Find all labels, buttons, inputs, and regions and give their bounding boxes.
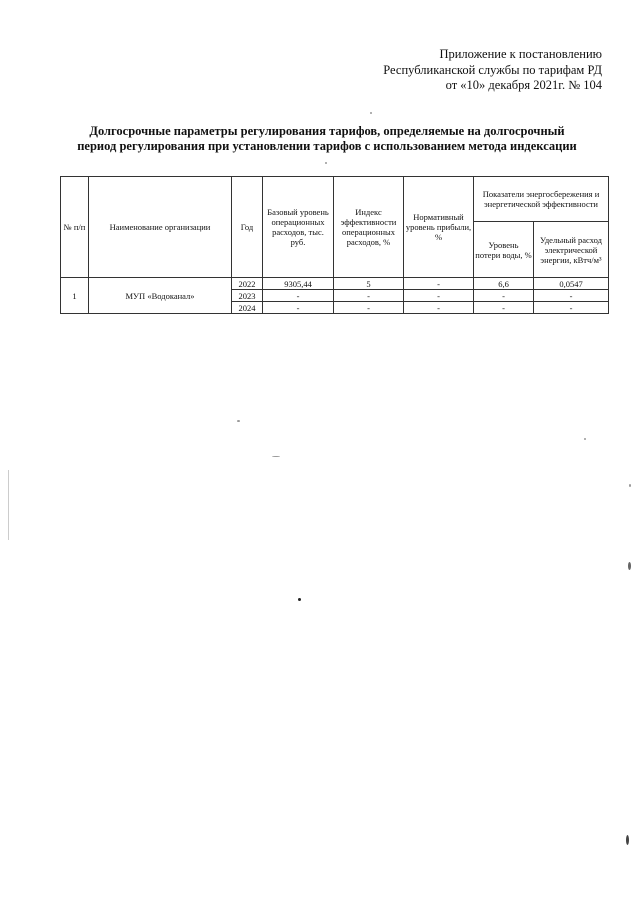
cell-profit-level: - xyxy=(404,290,474,302)
annex-line-1: Приложение к постановлению xyxy=(439,47,602,61)
cell-efficiency-index: - xyxy=(334,290,404,302)
scan-line xyxy=(8,470,9,540)
cell-year: 2023 xyxy=(232,290,263,302)
cell-base-expenses: - xyxy=(263,290,334,302)
annex-line-3: от «10» декабря 2021г. № 104 xyxy=(445,78,602,92)
cell-energy-consumption: - xyxy=(534,302,609,314)
header-water-losses: Уровень потери воды, % xyxy=(474,222,534,278)
scan-speck xyxy=(584,438,586,440)
header-energy-consumption: Удельный расход электрической энергии, кВтч/м³ xyxy=(534,222,609,278)
cell-water-losses: - xyxy=(474,290,534,302)
cell-num: 1 xyxy=(61,278,89,314)
annex-line-2: Республиканской службы по тарифам РД xyxy=(383,62,602,77)
header-organization: Наименование организации xyxy=(89,177,232,278)
title-line-2: период регулирования при установлении тарифов с использованием метода индексации xyxy=(77,139,577,153)
cell-profit-level: - xyxy=(404,278,474,290)
cell-year: 2024 xyxy=(232,302,263,314)
header-profit-level: Нормативный уровень прибыли, % xyxy=(404,177,474,278)
scan-speck xyxy=(629,484,631,487)
scan-speck xyxy=(628,562,631,570)
cell-efficiency-index: - xyxy=(334,302,404,314)
title-line-1: Долгосрочные параметры регулирования тарифов, определяемые на долгосрочный xyxy=(89,124,565,138)
scan-speck xyxy=(370,112,372,114)
cell-water-losses: 6,6 xyxy=(474,278,534,290)
cell-organization: МУП «Водоканал» xyxy=(89,278,232,314)
scan-speck xyxy=(272,456,280,457)
header-num: № п/п xyxy=(61,177,89,278)
header-energy-group: Показатели энергосбережения и энергетической эффективности xyxy=(474,177,609,222)
cell-efficiency-index: 5 xyxy=(334,278,404,290)
header-base-expenses: Базовый уровень операционных расходов, тыс. руб. xyxy=(263,177,334,278)
cell-energy-consumption: - xyxy=(534,290,609,302)
cell-profit-level: - xyxy=(404,302,474,314)
cell-base-expenses: - xyxy=(263,302,334,314)
cell-water-losses: - xyxy=(474,302,534,314)
scan-speck xyxy=(298,598,301,601)
header-year: Год xyxy=(232,177,263,278)
parameters-table xyxy=(60,176,609,314)
table-row xyxy=(61,278,609,290)
scan-speck xyxy=(325,162,327,164)
annex-block xyxy=(383,47,602,94)
document-title xyxy=(40,124,614,154)
scan-speck xyxy=(237,420,240,422)
scan-speck xyxy=(626,835,629,845)
header-efficiency-index: Индекс эффективности операционных расходов, % xyxy=(334,177,404,278)
cell-energy-consumption: 0,0547 xyxy=(534,278,609,290)
cell-year: 2022 xyxy=(232,278,263,290)
cell-base-expenses: 9305,44 xyxy=(263,278,334,290)
